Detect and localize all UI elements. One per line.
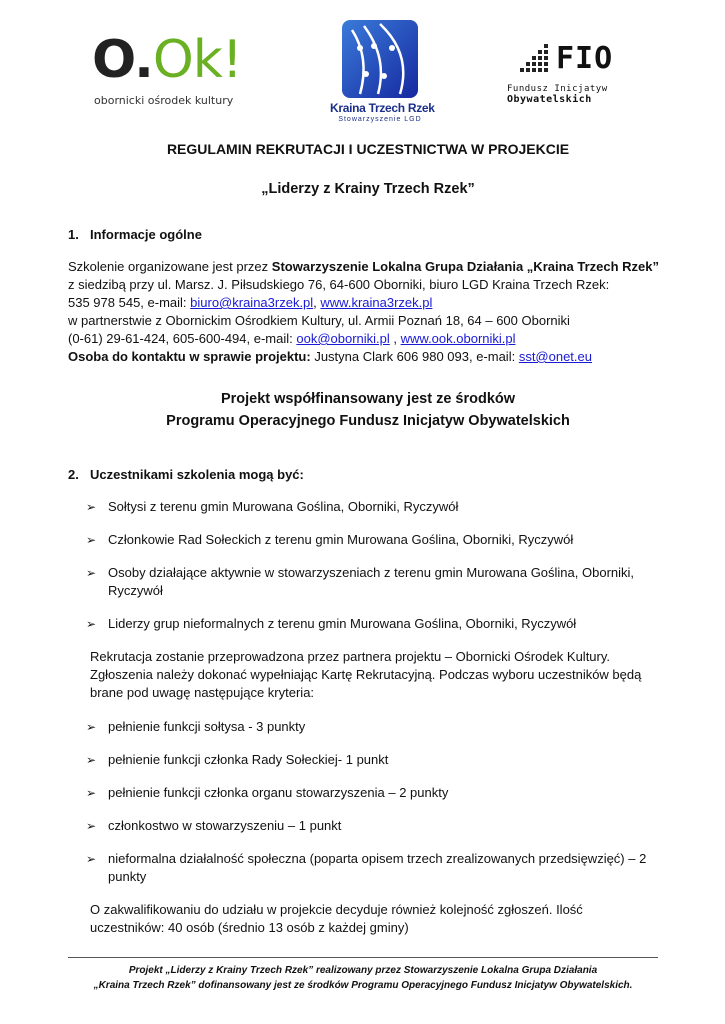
section-1-number: 1. xyxy=(68,227,79,242)
list-item: ➢ Członkowie Rad Sołeckich z terenu gmin Murowana Goślina, Oborniki, Ryczywół xyxy=(86,531,668,549)
document-body xyxy=(68,140,668,937)
recruitment-paragraph: Rekrutacja zostanie przeprowadzona przez partnera projektu – Obornicki Ośrodek Kultury. Zgłoszenia należy dokonać wypełniając Kartę Rekrutacyjną. Podczas wyboru uczestników będą brane pod uwagę następujące kryteria: xyxy=(90,649,642,700)
info-line-3 xyxy=(68,294,668,312)
cofinance-statement xyxy=(68,388,668,432)
cofinance-line-1: Projekt współfinansowany jest ze środków xyxy=(220,391,516,407)
list-item: ➢ pełnienie funkcji członka organu stowarzyszenia – 2 punkty xyxy=(86,784,668,802)
list-item: ➢ Liderzy grup nieformalnych z terenu gmin Murowana Goślina, Oborniki, Ryczywół xyxy=(86,615,668,633)
footer-divider xyxy=(68,957,658,958)
kraina-logo-subtitle: Stowarzyszenie LGD xyxy=(338,116,422,123)
info-line-1 xyxy=(68,258,668,276)
info-line-5 xyxy=(68,330,668,348)
page-footer xyxy=(68,963,658,993)
fio-dots-icon xyxy=(508,42,554,78)
kraina-website-link[interactable]: www.kraina3rzek.pl xyxy=(320,295,433,310)
closing-paragraph: O zakwalifikowaniu do udziału w projekcie decyduje również kolejność zgłoszeń. Ilość uczestników: 40 osób (średnio 13 osób z każdej gminy) xyxy=(90,902,583,935)
contact-label: Osoba do kontaktu w sprawie projektu: xyxy=(68,349,311,364)
info-separator: , xyxy=(313,295,321,310)
list-item: ➢ nieformalna działalność społeczna (poparta opisem trzech zrealizowanych przedsięwzięć) – 2 punkty xyxy=(86,850,668,886)
document-subtitle: „Liderzy z Krainy Trzech Rzek” xyxy=(261,181,475,197)
list-item: ➢ Osoby działające aktywnie w stowarzyszeniach z terenu gmin Murowana Goślina, Oborniki, Ryczywół xyxy=(86,564,663,600)
section-1-title: Informacje ogólne xyxy=(90,227,202,242)
info-line-4: w partnerstwie z Obornickim Ośrodkiem Kultury, ul. Armii Poznań 18, 64 – 600 Oborniki xyxy=(68,313,570,328)
ook-website-link[interactable]: www.ook.oborniki.pl xyxy=(400,331,516,346)
footer-line-1: Projekt „Liderzy z Krainy Trzech Rzek” realizowany przez Stowarzyszenie Lokalna Grupa Działania xyxy=(128,965,598,976)
info-text: Szkolenie organizowane jest przez xyxy=(68,259,272,274)
organizer-info xyxy=(68,258,668,366)
info-text: (0-61) 29-61-424, 605-600-494, e-mail: xyxy=(68,331,297,346)
criteria-list xyxy=(68,718,668,886)
list-item: ➢ Sołtysi z terenu gmin Murowana Goślina, Oborniki, Ryczywół xyxy=(86,498,668,516)
ook-email-link[interactable]: ook@oborniki.pl xyxy=(296,331,390,346)
info-line-6 xyxy=(68,348,668,366)
footer-line-2: „Kraina Trzech Rzek” dofinansowany jest ze środków Programu Operacyjnego Fundusz Inicjatyw Obywatelskich. xyxy=(93,980,633,991)
ook-logo xyxy=(92,30,262,114)
kraina-logo-name: Kraina Trzech Rzek xyxy=(330,101,435,115)
kraina-logo-mark-icon xyxy=(330,18,430,100)
fio-logo xyxy=(504,42,634,112)
fio-logo-word: FIO xyxy=(556,41,614,76)
organizer-name: Stowarzyszenie Lokalna Grupa Działania „Kraina Trzech Rzek” xyxy=(271,259,660,274)
info-separator: , xyxy=(389,331,401,346)
contact-email-link[interactable]: sst@onet.eu xyxy=(518,349,592,364)
contact-text: Justyna Clark 606 980 093, e-mail: xyxy=(310,349,519,364)
list-item: ➢ członkostwo w stowarzyszeniu – 1 punkt xyxy=(86,817,668,835)
fio-logo-line1: Fundusz Inicjatyw xyxy=(507,84,608,94)
list-item: ➢ pełnienie funkcji członka Rady Sołeckiej- 1 punkt xyxy=(86,751,668,769)
biuro-email-link[interactable]: biuro@kraina3rzek.pl xyxy=(190,295,314,310)
header-logos xyxy=(0,0,725,130)
kraina-logo xyxy=(330,18,435,124)
fio-logo-line2: Obywatelskich xyxy=(507,94,592,105)
participants-list xyxy=(68,498,668,633)
cofinance-line-2: Programu Operacyjnego Fundusz Inicjatyw Obywatelskich xyxy=(166,413,570,429)
info-text: 535 978 545, e-mail: xyxy=(68,295,191,310)
info-line-2: z siedzibą przy ul. Marsz. J. Piłsudskiego 76, 64-600 Oborniki, biuro LGD Kraina Trzech Rzek: xyxy=(68,277,610,292)
list-item: ➢ pełnienie funkcji sołtysa - 3 punkty xyxy=(86,718,668,736)
section-2-title: Uczestnikami szkolenia mogą być: xyxy=(90,467,304,482)
ook-logo-dark: O. xyxy=(92,30,153,90)
document-title: REGULAMIN REKRUTACJI I UCZESTNICTWA W PROJEKCIE xyxy=(166,141,570,157)
section-2-heading xyxy=(68,466,668,484)
section-1-heading xyxy=(68,226,668,244)
ook-logo-green: Ok! xyxy=(152,30,242,90)
ook-logo-subtitle: obornicki ośrodek kultury xyxy=(94,94,234,107)
section-2-number: 2. xyxy=(68,467,79,482)
